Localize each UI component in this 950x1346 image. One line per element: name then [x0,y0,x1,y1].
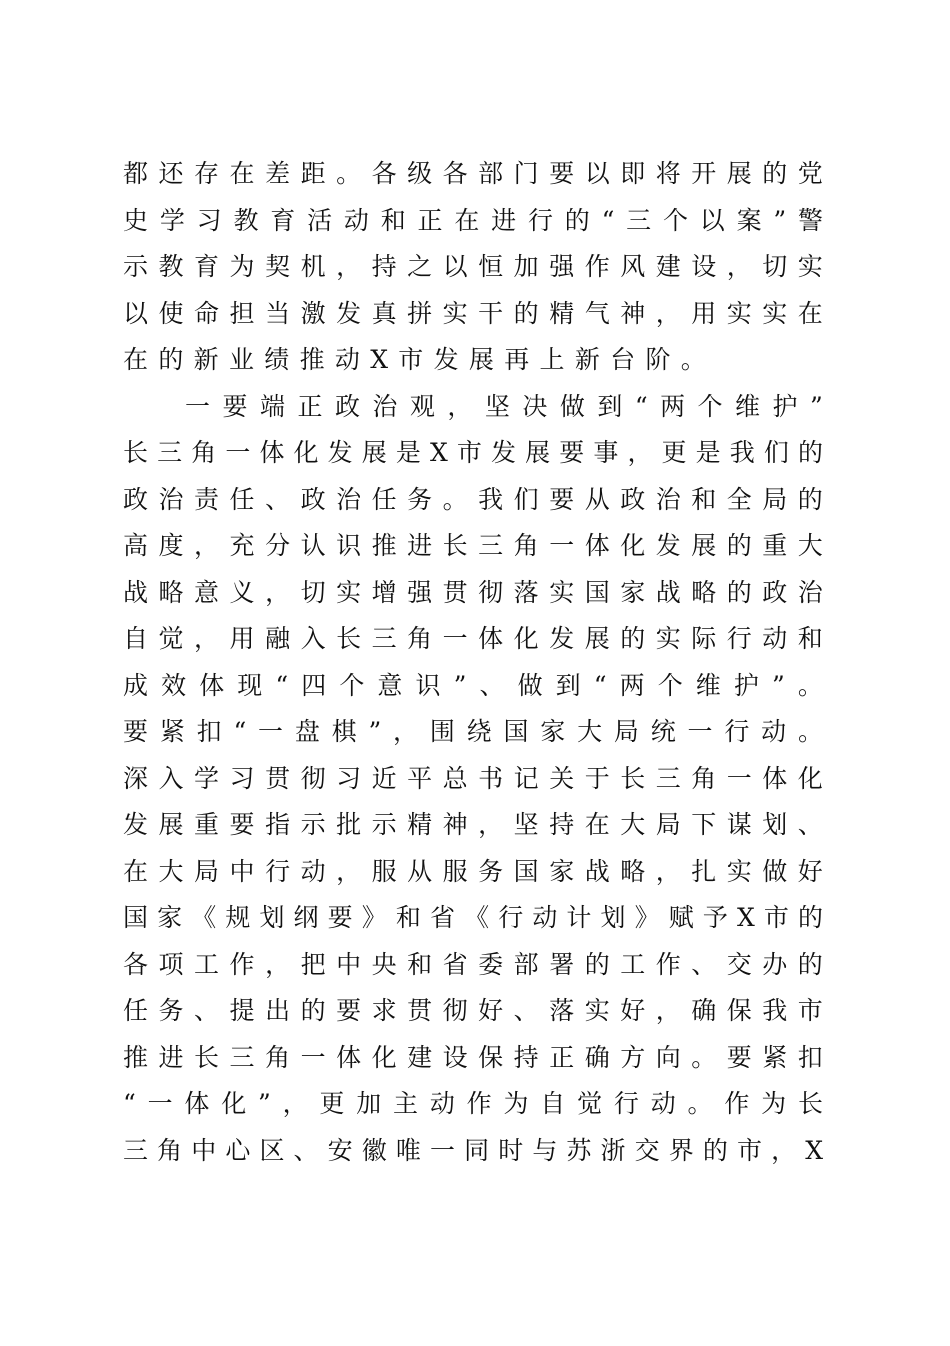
text-line: 示 教 育 为 契 机 ， 持 之 以 恒 加 强 作 风 建 设 ， 切 实 [123,252,823,281]
text-line: 发 展 重 要 指 示 批 示 精 神 ， 坚 持 在 大 局 下 谋 划 、 [123,810,823,839]
text-line: 长 三 角 一 体 化 发 展 是 X 市 发 展 要 事 ， 更 是 我 们 的 [123,438,823,467]
text-line: 推 进 长 三 角 一 体 化 建 设 保 持 正 确 方 向 。 要 紧 扣 [123,1042,823,1072]
text-line: 成 效 体 现 “ 四 个 意 识 ” 、 做 到 “ 两 个 维 护 ” 。 [123,670,823,700]
text-line: 在 大 局 中 行 动 ， 服 从 服 务 国 家 战 略 ， 扎 实 做 好 [123,856,823,886]
text-line: 战 略 意 义 ， 切 实 增 强 贯 彻 落 实 国 家 战 略 的 政 治 [123,577,823,607]
text-line: 三 角 中 心 区 、 安 徽 唯 一 同 时 与 苏 浙 交 界 的 市 ， X [123,1135,823,1165]
text-line: 以 使 命 担 当 激 发 真 拼 实 干 的 精 气 神 ， 用 实 实 在 [123,298,823,328]
text-line: 国 家 《 规 划 纲 要 》 和 省 《 行 动 计 划 》 赋 予 X 市 的 [123,903,823,932]
text-line: “ 一 体 化 ” ， 更 加 主 动 作 为 自 觉 行 动 。 作 为 长 [123,1089,823,1118]
section-heading-line: 一 要 端 正 政 治 观 ， 坚 决 做 到 “ 两 个 维 护 ” [185,391,823,421]
body-text [123,151,823,1174]
text-line: 自 觉 ， 用 融 入 长 三 角 一 体 化 发 展 的 实 际 行 动 和 [123,624,823,653]
text-line: 高 度 ， 充 分 认 识 推 进 长 三 角 一 体 化 发 展 的 重 大 [123,531,823,560]
text-line: 任 务 、 提 出 的 要 求 贯 彻 好 、 落 实 好 ， 确 保 我 市 [123,996,823,1025]
text-line: 深 入 学 习 贯 彻 习 近 平 总 书 记 关 于 长 三 角 一 体 化 [123,763,823,793]
text-line: 政 治 责 任 、 政 治 任 务 。 我 们 要 从 政 治 和 全 局 的 [123,484,823,514]
text-line: 都 还 存 在 差 距 。 各 级 各 部 门 要 以 即 将 开 展 的 党 [123,159,823,188]
text-line: 史 学 习 教 育 活 动 和 正 在 进 行 的 “ 三 个 以 案 ” 警 [123,205,823,235]
text-line: 要 紧 扣 “ 一 盘 棋 ” ， 围 绕 国 家 大 局 统 一 行 动 。 [123,717,823,746]
text-line: 在 的 新 业 绩 推 动 X 市 发 展 再 上 新 台 阶 。 [123,345,706,374]
text-line: 各 项 工 作 ， 把 中 央 和 省 委 部 署 的 工 作 、 交 办 的 [123,949,823,979]
